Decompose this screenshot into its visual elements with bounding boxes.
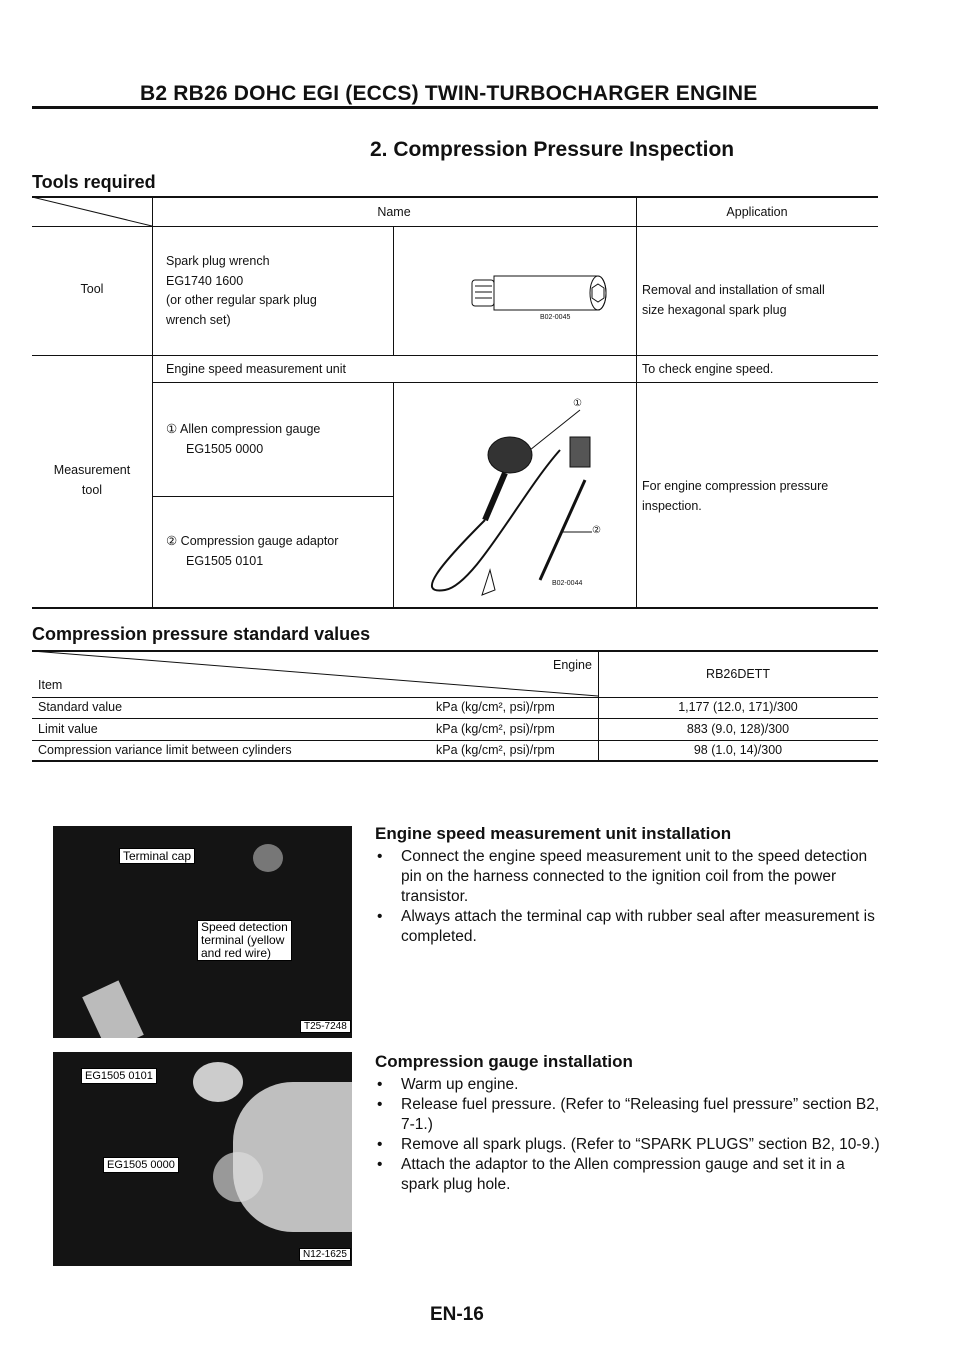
engine-value: RB26DETT <box>706 667 770 681</box>
row-value: 1,177 (12.0, 171)/300 <box>678 700 798 714</box>
measurement-tool-label: Measurement tool <box>53 463 131 497</box>
row-value: 98 (1.0, 14)/300 <box>693 743 783 757</box>
row-item: Limit value <box>38 722 98 736</box>
row-value: 883 (9.0, 128)/300 <box>686 722 790 736</box>
adaptor-name: ② Compression gauge adaptor EG1505 0101 <box>166 534 339 568</box>
gauge-install-title: Compression gauge installation <box>375 1052 633 1071</box>
spark-plug-wrench-figure <box>470 270 620 330</box>
compression-gauge-figure <box>420 395 620 605</box>
callout-2: ② <box>592 525 601 536</box>
diagonal-header <box>32 197 152 227</box>
row-unit: kPa (kg/cm², psi)/rpm <box>436 722 555 736</box>
row-unit: kPa (kg/cm², psi)/rpm <box>436 743 555 757</box>
tool-name: Spark plug wrench EG1740 1600 (or other regular spark plug wrench set) <box>166 254 317 327</box>
bullet-item: • Release fuel pressure. (Refer to “Releasing fuel pressure” section B2, 7-1.) <box>375 1095 885 1135</box>
row-item: Standard value <box>38 700 123 714</box>
section-title: 2. Compression Pressure Inspection <box>370 138 735 161</box>
engine-speed-application: To check engine speed. <box>642 362 774 376</box>
bullet-item: • Connect the engine speed measurement unit to the speed detection pin on the harness connected to the ignition coil from the power transistor. <box>375 847 885 907</box>
photo-compression-gauge: EG1505 0101 EG1505 0000 N12-1625 <box>53 1052 352 1266</box>
gauge-application: For engine compression pressure inspection. <box>642 479 829 513</box>
tools-heading: Tools required <box>32 172 156 192</box>
engine-label: Engine <box>553 658 592 672</box>
col-application: Application <box>726 205 788 219</box>
bullet-item: • Warm up engine. <box>375 1075 885 1095</box>
page-number: EN-16 <box>430 1304 484 1325</box>
row-item: Compression variance limit between cylinders <box>38 743 292 757</box>
photo-terminal-cap: Terminal cap Speed detection terminal (yellow and red wire) T25-7248 <box>53 826 352 1038</box>
install-title: Engine speed measurement unit installation <box>375 824 732 843</box>
engine-speed-name: Engine speed measurement unit <box>166 362 346 376</box>
bullet-item: • Remove all spark plugs. (Refer to “SPARK PLUGS” section B2, 10-9.) <box>375 1135 885 1155</box>
diagonal-header <box>32 651 598 697</box>
col-name: Name <box>377 205 411 219</box>
gauge-name: ① Allen compression gauge EG1505 0000 <box>166 422 321 456</box>
header-rule <box>32 106 878 109</box>
bullet-item: • Attach the adaptor to the Allen compression gauge and set it in a spark plug hole. <box>375 1155 885 1195</box>
standard-values-heading: Compression pressure standard values <box>32 624 371 644</box>
tool-figure-code: B02-0045 <box>540 314 571 321</box>
gauge-install-section <box>375 1052 885 1195</box>
engine-speed-install-section <box>375 824 885 947</box>
bullet-item: • Always attach the terminal cap with rubber seal after measurement is completed. <box>375 907 885 947</box>
row-unit: kPa (kg/cm², psi)/rpm <box>436 700 555 714</box>
page-header: B2 RB26 DOHC EGI (ECCS) TWIN-TURBOCHARGER ENGINE <box>140 82 758 105</box>
item-label: Item <box>38 678 63 692</box>
tool-application: Removal and installation of small size hexagonal spark plug <box>642 283 825 317</box>
gauge-figure-code: B02-0044 <box>552 580 583 587</box>
callout-1: ① <box>573 398 582 409</box>
tool-label: Tool <box>80 282 104 296</box>
